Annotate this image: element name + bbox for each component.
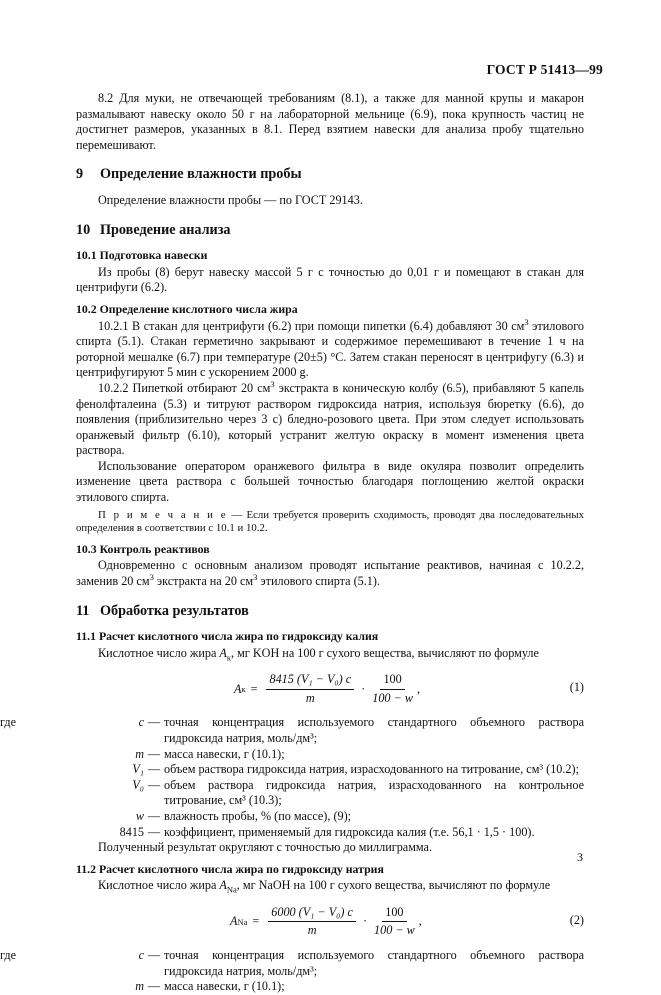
definition-text: коэффициент, применяемый для гидроксида калия (т.е. 56,1 · 1,5 · 100). [164,824,535,839]
definition-dash: — [147,808,161,823]
definition-label [76,825,144,841]
formula-lhs: A [230,914,238,929]
multiply-dot: · [361,681,366,696]
rounding-text: Полученный результат округляют с точностью до миллиграмма. [98,840,433,855]
fraction [372,672,413,706]
definition-text: точная концентрация используемого стандартного объемного раствора гидроксида натрия, моль/дм³; [164,715,584,745]
definition-label [0,715,144,731]
definition-dash: — [147,777,161,792]
section-11-heading [76,604,584,620]
text-run: Одновременно с основным анализом проводят испытание реактивов, начиная с 10.2.2, заменив 20 см [76,558,584,589]
symbol: A [219,645,227,660]
definition-label [76,809,144,825]
definition-label [0,947,144,964]
section-10-1-heading: 10.1 Подготовка навески [76,248,208,263]
symbol: A [219,878,227,893]
fraction-denominator: m [305,690,315,705]
document-code-header: ГОСТ Р 51413—99 [486,62,603,77]
definition-text: влажность пробы, % (по массе), (9); [164,808,352,823]
formula-1 [76,667,584,711]
definition-row [76,778,584,809]
definition-label [76,747,144,763]
section-9-heading [76,167,584,183]
definition-dash: — [147,979,161,994]
definition-symbol: w [135,808,144,823]
definition-symbol: c [138,947,144,962]
fraction-denominator: m [307,923,317,938]
fraction-numerator: 6000 (V₁ − V₀) c [268,905,356,923]
definition-dash: — [147,762,161,777]
note-label: П р и м е ч а н и е [98,508,228,521]
fraction-numerator: 100 [382,905,406,923]
section-11-1-intro [76,646,584,662]
definition-row [0,715,584,746]
fraction [266,672,354,706]
text-run: экстракта на 20 см [153,574,254,589]
section-11-1-heading: 11.1 Расчет кислотного числа жира по гидроксиду калия [76,629,379,644]
fraction-numerator: 8415 (V₁ − V₀) c [266,672,354,690]
text-run: , мг KOH на 100 г сухого вещества, вычисляют по формуле [231,645,539,660]
section-10-3-text [76,558,584,589]
section-9-text: Определение влажности пробы — по ГОСТ 29143. [98,192,363,207]
section-10-heading [76,223,584,239]
section-number: 9 [76,166,84,183]
definition-text: объем раствора гидроксида натрия, израсходованного на титрование, см³ (10.2); [164,762,579,777]
section-title: Проведение анализа [100,221,231,238]
definition-dash: — [147,824,161,839]
text-run: , мг NaOH на 100 г сухого вещества, вычисляют по формуле [236,878,551,893]
fraction [268,905,356,939]
orange-filter-paragraph: Использование оператором оранжевого фильтра в виде окуляра позволит определить изменение цвета раствора с большей точностью благодаря поглощению желтой окраски этилового спирта. [76,458,584,505]
text-run: 10.2.2 Пипеткой отбирают 20 см [98,380,271,395]
text-run: этилового спирта (5.1). [257,574,380,589]
section-10-2-heading: 10.2 Определение кислотного числа жира [76,301,298,316]
definition-lead-word: где [0,947,17,962]
subscript: к [226,652,231,663]
definition-symbol: V₀ [132,777,144,792]
definition-lead-word: где [0,715,17,730]
definition-text: точная концентрация используемого стандартного объемного раствора гидроксида натрия, моль/дм³; [164,947,584,978]
definition-dash: — [147,947,161,962]
equals-sign: = [250,681,258,696]
formula-number: (2) [569,912,584,927]
definition-symbol: m [135,979,144,994]
definition-row [76,762,584,778]
fraction-numerator: 100 [380,672,404,690]
definition-text: объем раствора гидроксида натрия, израсходованного на контрольное титрование, см³ (10.3); [164,777,584,808]
text-run: этилового спирта (5.1). Стакан герметично закрывают и содержимое перемешивают в течение 1 ч на роторной мешалке (6.7) при температуре (20±5) °С. Затем стакан переносят в центрифугу (6.3) и центрифугируют 5 мин с ускорением 2000 g. [76,318,584,380]
definition-text: масса навески, г (10.1); [164,746,285,761]
fraction-denominator: 100 − w [372,690,413,705]
section-11-2-intro [76,878,584,894]
page-number: 3 [577,850,583,864]
note-text: — Если требуется проверить сходимость, проводят два последовательных определения в соответствии с 10.1 и 10.2. [76,508,584,535]
superscript: 3 [253,571,258,582]
superscript: 3 [149,571,154,582]
definition-symbol: m [135,746,144,761]
formula-2-definitions [0,947,584,995]
definition-row [0,947,584,979]
definition-row [76,979,584,995]
formula-1-expression: A к = $\frac{\text{8415 (V₁ − V₀) c}}{m}$ · $\frac{100}{100 - w}$ , [234,672,420,705]
section-number: 10 [76,221,91,238]
note-paragraph [76,509,584,536]
section-title: Обработка результатов [100,602,249,619]
section-title: Определение влажности пробы [100,166,302,183]
text-run: 10.2.1 В стакан для центрифуги (6.2) при помощи пипетки (6.4) добавляют 30 см [98,318,525,333]
definition-dash: — [147,746,161,761]
section-number: 11 [76,602,90,619]
text-run: Кислотное число жира [98,878,220,893]
formula-1-definitions [0,715,584,840]
superscript: 3 [524,316,529,327]
section-10-2-1-paragraph [76,316,584,381]
formula-number: (1) [569,680,584,695]
section-8-2-paragraph: 8.2 Для муки, не отвечающей требованиям (8.1), а также для манной крупы и макарон размалывают навеску около 50 г на лабораторной мельнице (6.9), пока крупность частиц не достигнет размеров, указанных в 8.1. Перед взятием навески для анализа пробу тщательно перемешивают. [76,91,584,152]
definition-label [76,762,144,778]
definition-text: масса навески, г (10.1); [164,979,285,994]
multiply-dot: · [362,914,367,929]
section-10-1-text: Из пробы (8) берут навеску массой 5 г с точностью до 0,01 г и помещают в стакан для центрифуги (6.2). [76,264,584,295]
definition-symbol: V₁ [132,762,144,777]
text-run: экстракта в коническую колбу (6.5), прибавляют 5 капель фенолфталеина (5.3) и титруют раствором гидроксида натрия, используя бюретку (6.6), до появления (приблизительно через 3 с) бледно-розового цвета. При этом следует использовать оранжевый фильтр (6.10), который устранит желтую окраску в момент изменения цвета раствора. [76,380,584,458]
definition-row [76,809,584,825]
formula-lhs: A [234,681,242,696]
definition-row [76,747,584,763]
fraction [374,905,415,939]
formula-2-expression: A Na = $\frac{\text{6000 (V₁ − V₀) c}}{m}$ · $\frac{100}{100 - w}$ , [230,904,422,938]
document-body [0,91,584,995]
definition-row [76,825,584,841]
equals-sign: = [252,914,260,929]
definition-label [76,778,144,794]
definition-dash: — [147,715,161,730]
definition-symbol: c [138,715,144,730]
definition-symbol: 8415 [119,824,144,839]
section-10-2-2-paragraph [76,378,584,459]
section-11-2-heading: 11.2 Расчет кислотного числа жира по гидроксиду натрия [76,861,384,876]
formula-2 [76,900,584,944]
definition-label [76,979,144,995]
superscript: 3 [270,378,275,389]
fraction-denominator: 100 − w [374,923,415,938]
subscript: Na [226,884,237,895]
section-10-3-heading: 10.3 Контроль реактивов [76,541,210,556]
text-run: Кислотное число жира [98,645,220,660]
